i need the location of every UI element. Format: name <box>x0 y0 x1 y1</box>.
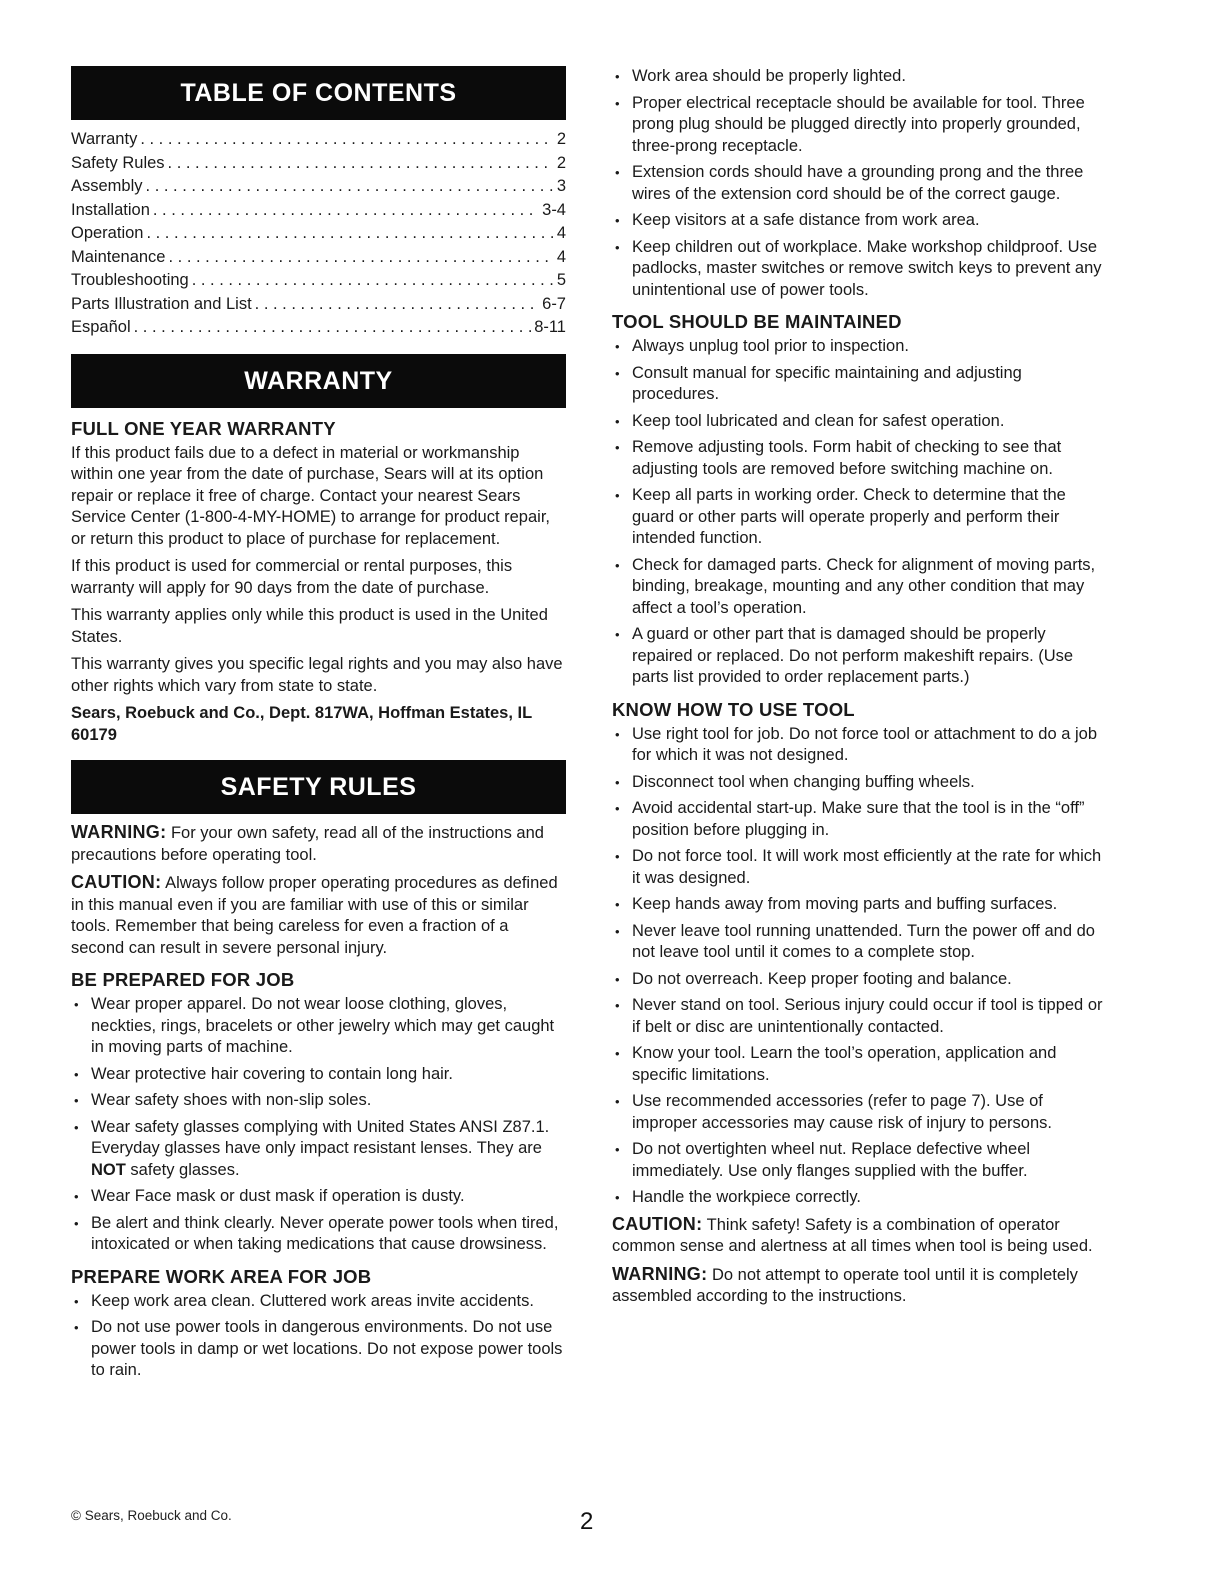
toc-entry <box>71 199 566 223</box>
list-item: • Handle the workpiece correctly. <box>612 1187 1106 1209</box>
warranty-paragraph: If this product is used for commercial or rental purposes, this warranty will apply for 90 days from the date of purchase. <box>71 557 513 597</box>
know-how-list <box>612 724 1106 1209</box>
toc-entry <box>71 128 566 152</box>
toc-leader <box>168 246 553 270</box>
list-item: • Never leave tool running unattended. Turn the power off and do not leave tool until it comes to a complete stop. <box>612 921 1106 964</box>
list-item: • Avoid accidental start-up. Make sure that the tool is in the “off” position before plugging in. <box>612 798 1106 841</box>
know-how-heading: KNOW HOW TO USE TOOL <box>612 698 855 720</box>
caution-label: CAUTION: <box>612 1213 703 1234</box>
list-item: • Remove adjusting tools. Form habit of checking to see that adjusting tools are removed before switching machine on. <box>612 437 1106 480</box>
list-item: • Use recommended accessories (refer to page 7). Use of improper accessories may cause risk of injury to persons. <box>612 1091 1106 1134</box>
list-item: • Do not use power tools in dangerous environments. Do not use power tools in damp or wet locations. Do not expose power tools to rain. <box>71 1317 566 1382</box>
caution-paragraph <box>71 872 566 959</box>
toc-leader <box>255 293 539 317</box>
toc-entry-page: 8-11 <box>534 318 566 336</box>
be-prepared-heading: BE PREPARED FOR JOB <box>71 969 295 990</box>
toc-entry-page: 6-7 <box>542 294 566 313</box>
list-item: • Never stand on tool. Serious injury could occur if tool is tipped or if belt or disc are unintentionally contacted. <box>612 995 1106 1038</box>
caution-final-paragraph <box>612 1214 1106 1258</box>
toc-leader <box>146 175 554 199</box>
list-item: • Know your tool. Learn the tool’s operation, application and specific limitations. <box>612 1043 1106 1086</box>
list-item: • A guard or other part that is damaged should be properly repaired or replaced. Do not perform makeshift repairs. (Use parts list provided to order replacement parts.) <box>612 624 1106 689</box>
list-item: • Keep hands away from moving parts and buffing surfaces. <box>612 894 1106 916</box>
warranty-subheading: FULL ONE YEAR WARRANTY <box>71 417 336 439</box>
list-item: • Disconnect tool when changing buffing wheels. <box>612 772 1106 794</box>
toc-entry-page: 5 <box>556 271 566 289</box>
list-item: • Extension cords should have a grounding prong and the three wires of the extension cord should be of the correct gauge. <box>612 162 1106 205</box>
list-item: • Wear proper apparel. Do not wear loose clothing, gloves, neckties, rings, bracelets or other jewelry which may get caught in moving parts of machine. <box>71 994 566 1059</box>
warning-paragraph <box>71 822 566 866</box>
toc-entry-title: Warranty <box>71 130 138 148</box>
right-column <box>612 66 1106 1314</box>
toc-entry-title: Safety Rules <box>71 153 165 172</box>
toc-entry-title: Parts Illustration and List <box>71 294 252 313</box>
toc-entry-title: Assembly <box>71 177 143 195</box>
warning-label: WARNING: <box>612 1263 708 1284</box>
page-number: 2 <box>580 1508 594 1535</box>
warranty-address: Sears, Roebuck and Co., Dept. 817WA, Hoffman Estates, IL 60179 <box>71 704 532 744</box>
toc-leader <box>140 128 553 152</box>
list-item: • Always unplug tool prior to inspection. <box>612 336 1106 358</box>
toc-entry-page: 3 <box>556 177 566 195</box>
toc-entry <box>71 222 566 246</box>
list-item: • Proper electrical receptacle should be available for tool. Three prong plug should be plugged directly into properly grounded, three-prong receptacle. <box>612 93 1106 158</box>
work-area-heading: PREPARE WORK AREA FOR JOB <box>71 1265 372 1287</box>
toc-leader <box>192 269 554 293</box>
toc-entry <box>71 246 566 270</box>
warning-label: WARNING: <box>71 822 167 842</box>
warning-text: For your own safety, read all of the instructions and precautions before operating tool. <box>71 824 544 864</box>
work-area-list-right <box>612 66 1106 301</box>
safety-rules-banner: SAFETY RULES <box>71 760 566 814</box>
list-item: • Wear protective hair covering to contain long hair. <box>71 1064 566 1086</box>
toc-leader <box>146 222 553 246</box>
list-item: • Keep visitors at a safe distance from work area. <box>612 210 1106 232</box>
glasses-emphasis: NOT <box>91 1160 126 1179</box>
toc-entry-title: Operation <box>71 224 144 242</box>
list-item: • Work area should be properly lighted. <box>612 66 1106 88</box>
glasses-text: Wear safety glasses complying with United States ANSI Z87.1. Everyday glasses have only impact resistant lenses. They are <box>91 1117 550 1157</box>
toc-entry <box>71 316 566 340</box>
toc-entry-page: 2 <box>556 153 566 172</box>
caution-text: Think safety! Safety is a combination of operator common sense and alertness at all times when tool is being used. <box>612 1215 1093 1255</box>
toc-entry-title: Maintenance <box>71 247 166 266</box>
toc-entry <box>71 175 566 199</box>
warning-text: Do not attempt to operate tool until it is completely assembled according to the instructions. <box>612 1265 1078 1305</box>
toc-entry <box>71 293 566 317</box>
left-column <box>71 66 566 1387</box>
warranty-paragraph: If this product fails due to a defect in material or workmanship within one year from the date of purchase, Sears will at its option repair or replace it free of charge. Contact your nearest Sears Service Center (1-800-4-MY-HOME) to arrange for product repair, or return this product to place of purchase for replacement. <box>71 443 550 548</box>
list-item: • Wear Face mask or dust mask if operation is dusty. <box>71 1186 566 1208</box>
toc-entry-title: Español <box>71 318 131 336</box>
toc-leader <box>134 316 532 340</box>
list-item-safety-glasses <box>71 1117 566 1182</box>
list-item: • Do not force tool. It will work most efficiently at the rate for which it was designed. <box>612 846 1106 889</box>
warranty-banner: WARRANTY <box>71 354 566 408</box>
list-item: • Do not overtighten wheel nut. Replace defective wheel immediately. Use only flanges supplied with the buffer. <box>612 1139 1106 1182</box>
list-item: • Check for damaged parts. Check for alignment of moving parts, binding, breakage, mounting and any other condition that may affect a tool’s operation. <box>612 555 1106 620</box>
toc-leader <box>168 152 554 176</box>
caution-text: Always follow proper operating procedures as defined in this manual even if you are familiar with use of this or similar tools. Remember that being careless for even a fraction of a second can result in severe personal injury. <box>71 874 558 957</box>
toc-leader <box>153 199 539 223</box>
list-item: • Do not overreach. Keep proper footing and balance. <box>612 969 1106 991</box>
toc-entry-title: Troubleshooting <box>71 271 189 289</box>
maintained-list <box>612 336 1106 689</box>
toc-entry-page: 2 <box>556 130 566 148</box>
glasses-text-end: safety glasses. <box>125 1160 240 1179</box>
toc-entry-page: 4 <box>556 247 566 266</box>
table-of-contents <box>71 128 566 340</box>
warning-final-paragraph <box>612 1264 1106 1308</box>
warranty-paragraph: This warranty applies only while this product is used in the United States. <box>71 606 548 646</box>
work-area-list-left <box>71 1291 566 1382</box>
warranty-paragraph: This warranty gives you specific legal rights and you may also have other rights which vary from state to state. <box>71 655 563 695</box>
copyright-notice: © Sears, Roebuck and Co. <box>71 1508 232 1523</box>
list-item: • Keep tool lubricated and clean for safest operation. <box>612 411 1106 433</box>
toc-entry-page: 4 <box>556 224 566 242</box>
maintained-heading: TOOL SHOULD BE MAINTAINED <box>612 311 902 332</box>
list-item: • Be alert and think clearly. Never operate power tools when tired, intoxicated or when taking medications that cause drowsiness. <box>71 1213 566 1256</box>
caution-label: CAUTION: <box>71 872 162 892</box>
list-item: • Keep children out of workplace. Make workshop childproof. Use padlocks, master switches or remove switch keys to prevent any unintentional use of power tools. <box>612 237 1106 302</box>
be-prepared-list <box>71 994 566 1256</box>
list-item: • Use right tool for job. Do not force tool or attachment to do a job for which it was not designed. <box>612 724 1106 767</box>
toc-banner: TABLE OF CONTENTS <box>71 66 566 120</box>
list-item: • Keep all parts in working order. Check to determine that the guard or other parts will operate properly and perform their intended function. <box>612 485 1106 550</box>
toc-entry <box>71 269 566 293</box>
list-item: • Wear safety shoes with non-slip soles. <box>71 1090 566 1112</box>
list-item: • Keep work area clean. Cluttered work areas invite accidents. <box>71 1291 566 1313</box>
list-item: • Consult manual for specific maintaining and adjusting procedures. <box>612 363 1106 406</box>
toc-entry-page: 3-4 <box>542 200 566 219</box>
toc-entry-title: Installation <box>71 200 150 219</box>
toc-entry <box>71 152 566 176</box>
